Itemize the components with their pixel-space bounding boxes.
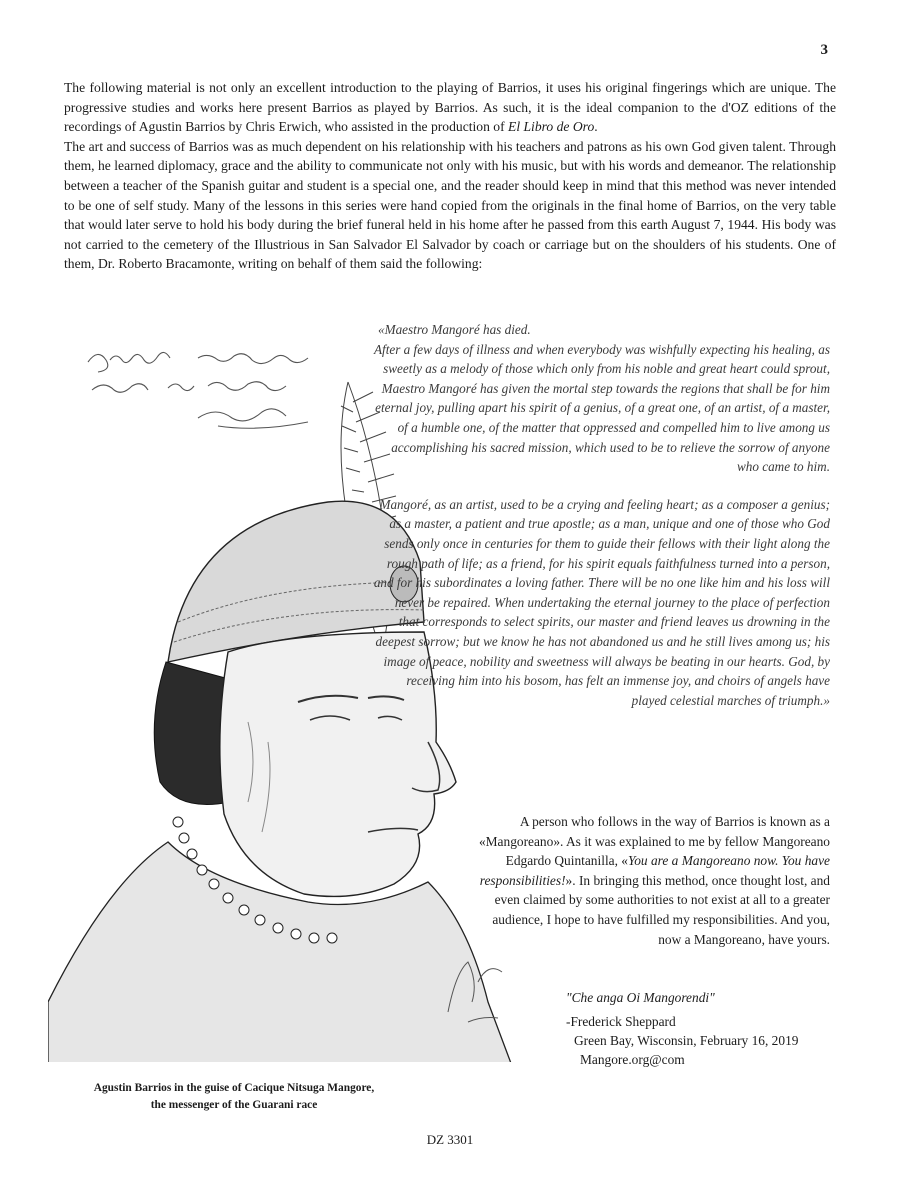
afterword-text-1: A person who follows in the way of Barrios is known as a «Mangoreano». As it was explained to me by fellow Mangoreano Edgardo Quintanilla, «: [478, 814, 830, 869]
quote-opening: «Maestro Mangoré has died.: [378, 322, 531, 337]
intro-paragraph-1-end: .: [594, 119, 598, 135]
bracamonte-quote: [372, 320, 830, 710]
intro-paragraph-1: [64, 78, 836, 137]
intro-paragraph-1-text: The following material is not only an excellent introduction to the playing of Barrios, it uses his original fingerings which are unique. The progressive studies and works here present Barrios as played by Barrios. As such, it is the ideal companion to the d'OZ editions of the recordings of Agustin Barrios by Chris Erwich, who assisted in the production of: [64, 80, 836, 135]
afterword-paragraph: [478, 812, 830, 949]
quote-paragraph-2: Mangoré, as an artist, used to be a crying and feeling heart; as a composer a genius; as a master, a patient and true apostle; as a man, unique and one of those who God sends only once in centuries for them to guide their fellows with their light along the rough path of life; as a friend, for his spirit equals faithfulness turned into a person, and for his subordinates a loving father. There will be no one like him and his loss will never be repaired. When undertaking the eternal journey to the place of perfection that corresponds to select spirits, our master and friend leaves us drowning in the deepest sorrow; but we know he has not abandoned us and he still lives among us; his image of peace, nobility and sweetness will always be beating in our hearts. God, by receiving him into his bosom, has felt an immense joy, and choirs of angels have played celestial marches of triumph.»: [373, 496, 830, 708]
handwritten-dedication: [88, 352, 308, 428]
page-number: 3: [820, 42, 828, 58]
author-name: -Frederick Sheppard: [566, 1014, 676, 1029]
caption-line-1: Agustin Barrios in the guise of Cacique Nitsuga Mangore,: [93, 1082, 375, 1094]
footer-code: DZ 3301: [426, 1132, 474, 1147]
caption-line-2: the messenger of the Guarani race: [150, 1099, 318, 1111]
portrait-caption: [64, 1080, 404, 1114]
afterword: [478, 812, 830, 949]
afterword-text-2: ». In bringing this method, once thought lost, and even claimed by some authorities to not exist at all to a greater audience, I hope to have fulfilled my responsibilities. And you, now a Mangoreano, have yours.: [492, 872, 830, 947]
website: Mangore.org@com: [580, 1052, 685, 1067]
signature-block: [566, 1012, 798, 1069]
intro-paragraph-2: The art and success of Barrios was as much dependent on his relationship with his teachers and patrons as his own God given talent. Through them, he learned diplomacy, grace and the ability to communicate not only with his music, but with his words and demeanor. The relationship between a teacher of the Spanish guitar and student is a special one, and the reader should keep in mind that this method was never intended to be one of self study. Many of the lessons in this series were hand copied from the originals in the final home of Barrios, on the very table that would later serve to hold his body during the brief funeral held in his home after he passed from this earth August 7, 1944. His body was not carried to the cemetery of the Illustrious in San Salvador El Salvador by coach or carriage but on the shoulders of his students. One of them, Dr. Roberto Bracamonte, writing on behalf of them said the following:: [64, 138, 836, 272]
intro-text: [64, 78, 836, 274]
motto: "Che anga Oi Mangorendi": [566, 990, 715, 1005]
book-title: El Libro de Oro: [508, 119, 595, 135]
afterword-quote: You are a Mangoreano now. You have responsibilities!: [479, 853, 830, 888]
quote-paragraph-1: After a few days of illness and when everybody was wishfully expecting his healing, as sweetly as a melody of those which only from his noble and great heart could sprout, Maestro Mangoré has given the mortal step towards the regions that shall be for him eternal joy, pulling apart his spirit of a genius, of a great one, of an artist, of a master, of a humble one, of the matter that oppressed and compelled him to live among us accomplishing his sacred mission, which used to be to relieve the sorrow of anyone who came to him.: [374, 341, 830, 475]
location-date: Green Bay, Wisconsin, February 16, 2019: [574, 1033, 799, 1048]
